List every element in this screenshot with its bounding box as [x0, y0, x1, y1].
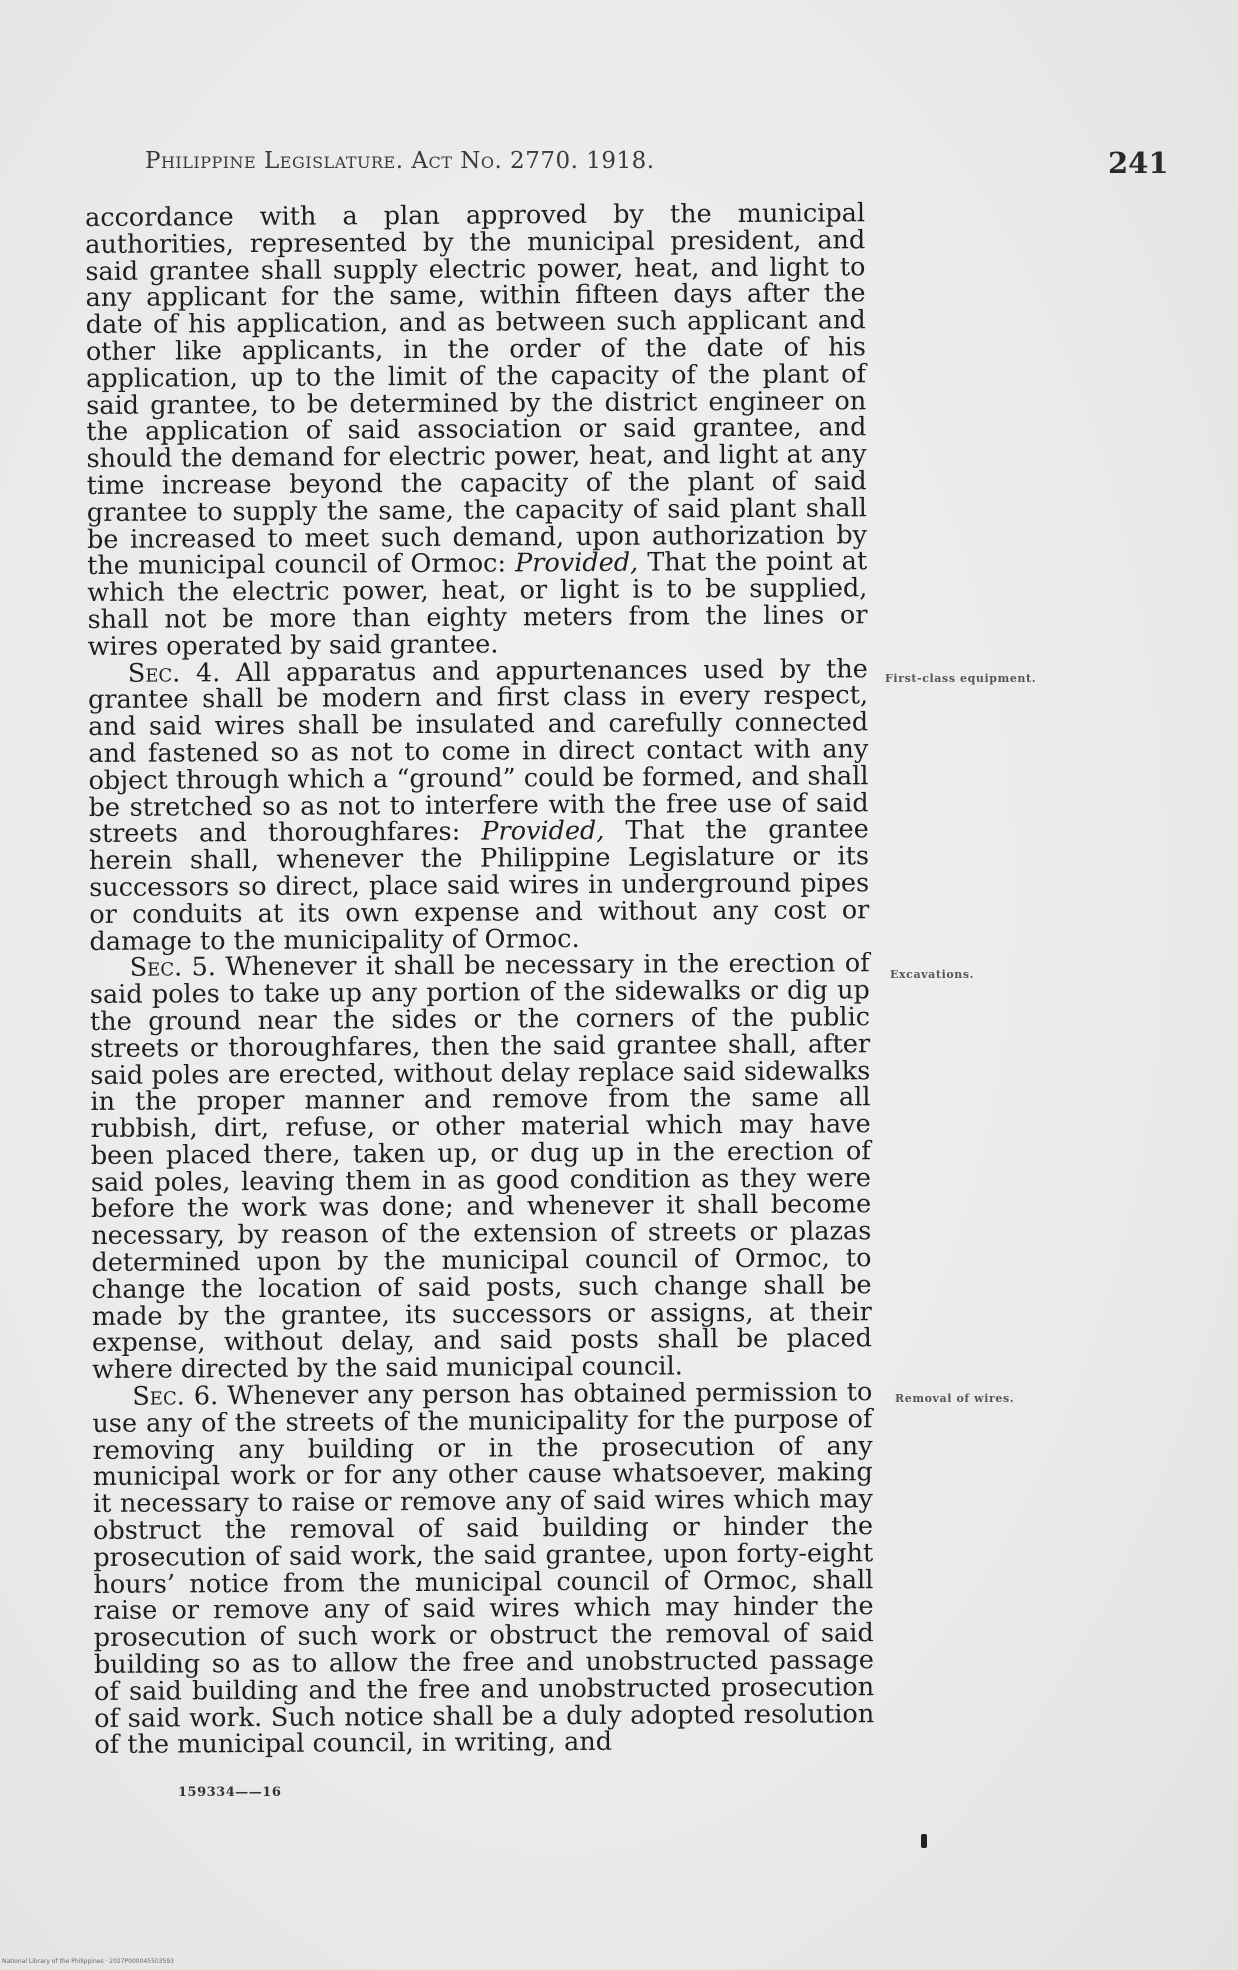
printer-signature: 159334——16: [178, 1785, 282, 1800]
section-5: [89, 948, 873, 1386]
section-6-label: Sec. 6.: [132, 1381, 219, 1412]
section-5-text: Whenever it shall be necessary in the erection of said poles to take up any portion of the sidewalks or dig up the ground near the sides or the corners of the public streets or thoroughfares, then the said grantee shall, after said poles are erected, without delay replace said sidewalks in the proper manner and remove from the same all rubbish, dirt, refuse, or other material which may have been placed there, taken up, or dug up in the erection of said poles, leaving them in as good condition as they were before the work was done; and whenever it shall become necessary, by reason of the extension of streets or plazas determined upon by the municipal council of Ormoc, to change the location of said posts, such change shall be made by the grantee, its successors or assigns, at their expense, without delay, and said posts shall be placed where directed by the said municipal council.: [89, 948, 873, 1386]
paragraph-continuation-text: accordance with a plan approved by the municipal authorities, represented by the municipal president, and said grantee shall supply electric power, heat, and light to any applicant for the same, within fifteen days after the date of his application, and as between such applicant and other like applicants, in the order of the date of his application, up to the limit of the capacity of the plant of said grantee, to be determined by the district engineer on the application of said association or said grantee, and should the demand for electric power, heat, and light at any time increase beyond the capacity of the plant of said grantee to supply the same, the capacity of said plant shall be increased to meet such demand, upon authorization by the municipal council of Ormoc:: [84, 198, 868, 582]
sidenote-first-class-equipment: First-class equipment.: [885, 672, 1037, 685]
section-4-proviso: Provided,: [481, 816, 605, 847]
section-5-label: Sec. 5.: [129, 952, 217, 984]
section-6: [92, 1379, 874, 1759]
page-number: 241: [1108, 146, 1169, 180]
scan-credit: National Library of the Philippines · 2027P000045503593: [2, 1958, 174, 1965]
sidenote-excavations: Excavations.: [890, 968, 975, 981]
section-6-text: Whenever any person has obtained permission to use any of the streets of the municipality for the purpose of removing any building or in the prosecution of any municipal work or for any other cause whatsoever, making it necessary to raise or remove any of said wires which may obstruct the removal of said building or hinder the prosecution of said work, the said grantee, upon forty-eight hours’ notice from the municipal council of Ormoc, shall raise or remove any of said wires which may hinder the prosecution of such work or obstruct the removal of said building so as to allow the free and unobstructed passage of said building and the free and unobstructed prosecution of said work. Such notice shall be a duly adopted resolution of the municipal council, in writing, and: [92, 1377, 875, 1761]
running-title: Philippine Legislature. Act No. 2770. 1918.: [145, 148, 655, 174]
ink-blot: [921, 1834, 927, 1848]
section-4-text: All apparatus and appurtenances used by the grantee shall be modern and first class in every respect, and said wires shall be insulated and carefully connected and fastened so as not to come in direct contact with any object through which a “ground” could be formed, and shall be stretched so as not to interfere with the free use of said streets and thoroughfares:: [87, 653, 869, 850]
paragraph-continuation-end: That the point at which the electric power, heat, or light is to be supplied, shall not be more than eighty meters from the lines or wires operated by said grantee.: [87, 546, 868, 662]
section-4-label: Sec. 4.: [127, 657, 221, 689]
section-4-text-end: That the grantee herein shall, whenever the Philippine Legislature or its successors so direct, place said wires in underground pipes or conduits at its own expense and without any cost or damage to the municipality of Ormoc.: [88, 814, 870, 957]
section-4: [87, 653, 870, 957]
sidenote-removal-of-wires: Removal of wires.: [895, 1392, 1015, 1405]
paragraph-continuation: [85, 200, 868, 660]
body-text: [85, 200, 874, 1759]
proviso-marker: Provided,: [515, 547, 639, 579]
